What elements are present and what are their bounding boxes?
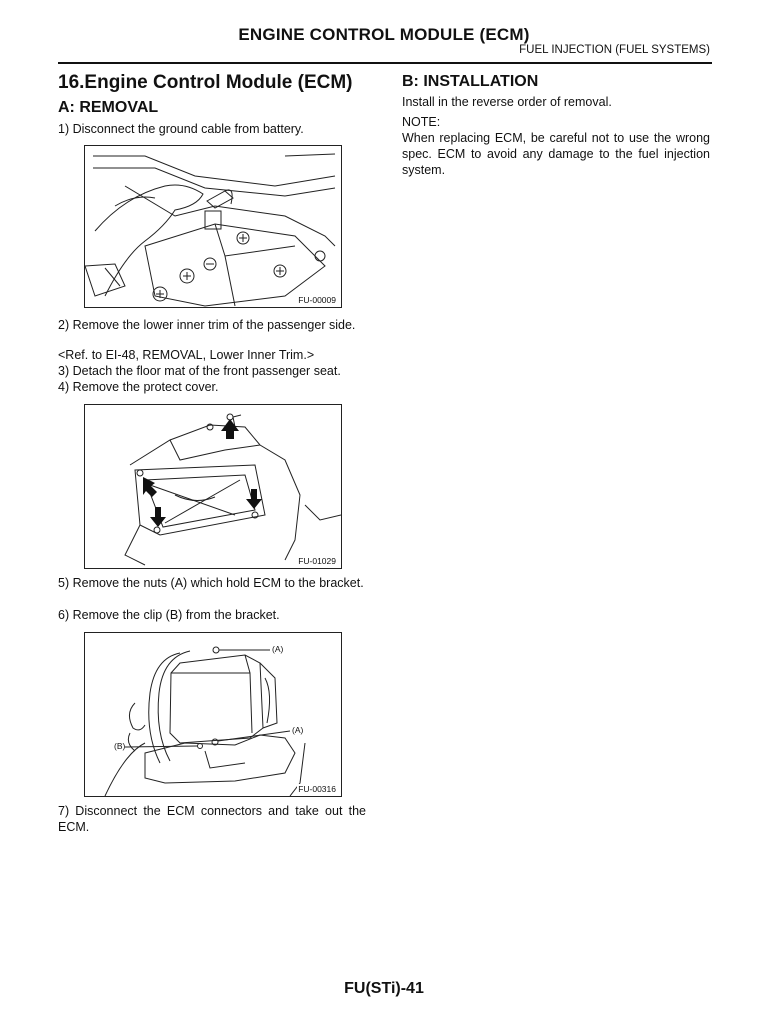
figure-protect-cover	[84, 404, 342, 569]
callout-a-top: (A)	[272, 644, 284, 654]
figure-ecm-bracket	[84, 632, 342, 797]
page-header-subtitle: FUEL INJECTION (FUEL SYSTEMS)	[519, 44, 710, 56]
figure-code-fu-01029: FU-01029	[298, 556, 336, 566]
protect-cover-illustration	[85, 405, 341, 568]
removal-step-1: 1) Disconnect the ground cable from battery.	[58, 122, 304, 136]
removal-step-2-reference: <Ref. to EI-48, REMOVAL, Lower Inner Trim.>	[58, 348, 315, 362]
battery-illustration	[85, 146, 341, 307]
installation-text: Install in the reverse order of removal.	[402, 95, 612, 109]
note-text: When replacing ECM, be careful not to use the wrong spec. ECM to avoid any damage to the fuel injection system.	[402, 131, 710, 177]
removal-step-2: 2) Remove the lower inner trim of the passenger side.	[58, 318, 356, 332]
ecm-bracket-illustration	[85, 633, 341, 796]
removal-heading: A: REMOVAL	[58, 99, 159, 116]
removal-step-6: 6) Remove the clip (B) from the bracket.	[58, 608, 280, 622]
page-number: FU(STi)-41	[344, 980, 424, 997]
figure-battery-ground-cable	[84, 145, 342, 308]
figure-code-fu-00316: FU-00316	[298, 784, 336, 794]
note-label: NOTE:	[402, 115, 441, 129]
removal-step-5: 5) Remove the nuts (A) which hold ECM to the bracket.	[58, 576, 364, 590]
header-divider	[58, 62, 712, 64]
figure-code-fu-00009: FU-00009	[298, 295, 336, 305]
section-title: 16.Engine Control Module (ECM)	[58, 72, 353, 93]
removal-step-4: 4) Remove the protect cover.	[58, 380, 219, 394]
removal-step-7: 7) Disconnect the ECM connectors and take out the ECM.	[58, 804, 366, 834]
callout-a-bottom: (A)	[292, 725, 304, 735]
removal-step-3: 3) Detach the floor mat of the front passenger seat.	[58, 364, 341, 378]
callout-b: (B)	[114, 741, 126, 751]
page-header-title: ENGINE CONTROL MODULE (ECM)	[238, 25, 530, 44]
installation-heading: B: INSTALLATION	[402, 73, 539, 90]
